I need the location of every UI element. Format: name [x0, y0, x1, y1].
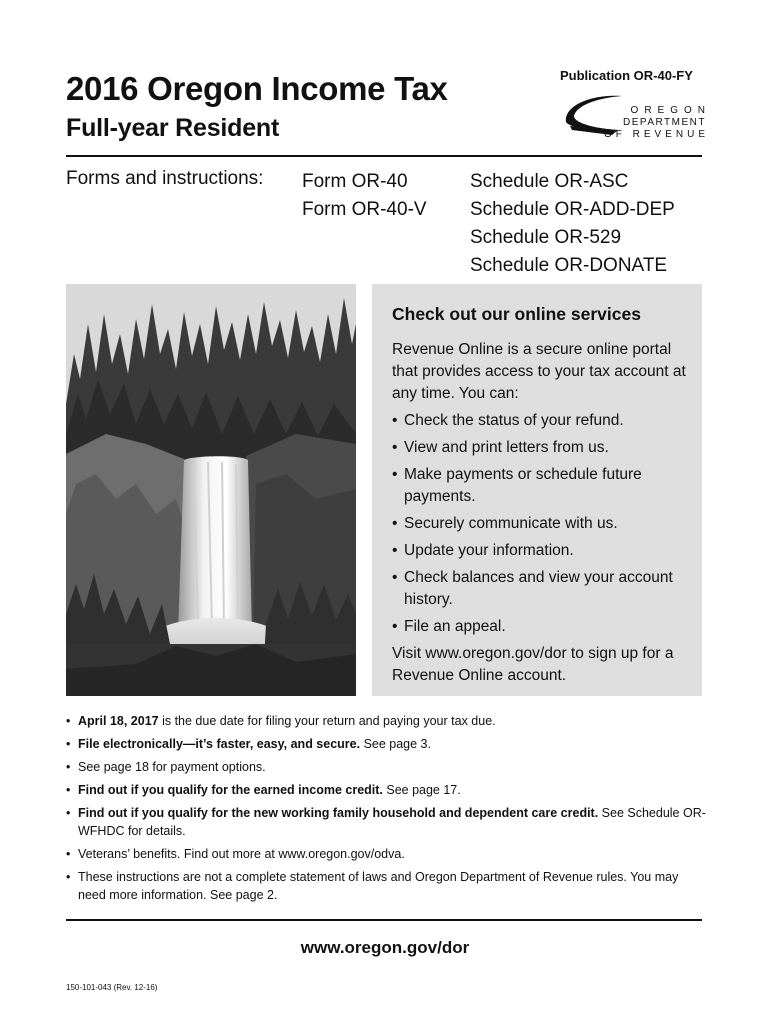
schedules-list	[470, 168, 675, 280]
list-item	[66, 712, 706, 730]
list-item: • Make payments or schedule future payments.	[392, 464, 690, 508]
schedule-item: Schedule OR-529	[470, 227, 622, 248]
form-item: Form OR-40	[302, 171, 408, 192]
list-item	[66, 758, 706, 776]
logo-text-of-revenue: OF REVENUE	[603, 129, 709, 140]
logo-text-department: DEPARTMENT	[623, 117, 706, 128]
list-item	[66, 804, 706, 840]
note-text: See page 18 for payment options.	[78, 760, 266, 774]
online-services-list	[392, 410, 690, 638]
note-emphasis: File electronically—it’s faster, easy, and secure.	[78, 737, 361, 751]
list-item: • File an appeal.	[392, 616, 690, 638]
list-item	[66, 868, 706, 904]
note-emphasis: Find out if you qualify for the earned income credit.	[78, 783, 383, 797]
note-text: is the due date for filing your return and paying your tax due.	[158, 714, 496, 728]
note-text: See page 3.	[360, 737, 431, 751]
list-item	[66, 735, 706, 753]
bottom-divider	[66, 919, 702, 921]
note-text: These instructions are not a complete statement of laws and Oregon Department of Revenue rules. You may need more information. See page 2.	[78, 870, 679, 902]
online-services-intro: Revenue Online is a secure online portal that provides access to your tax account at any time. You can:	[392, 341, 686, 402]
online-services-heading: Check out our online services	[392, 304, 641, 324]
list-item: • View and print letters from us.	[392, 437, 690, 459]
forms-list	[302, 168, 427, 224]
logo-text-oregon: OREGON	[630, 105, 711, 116]
forms-label: Forms and instructions:	[66, 168, 264, 189]
top-divider	[66, 155, 702, 157]
schedule-item: Schedule OR-ADD-DEP	[470, 199, 675, 220]
online-services-box	[372, 284, 702, 696]
note-emphasis: Find out if you qualify for the new working family household and dependent care credit.	[78, 806, 599, 820]
schedule-item: Schedule OR-ASC	[470, 171, 629, 192]
note-text: Veterans’ benefits. Find out more at www.oregon.gov/odva.	[78, 847, 405, 861]
list-item: • Securely communicate with us.	[392, 513, 690, 535]
oregon-dor-logo	[560, 88, 711, 140]
list-item	[66, 781, 706, 799]
note-text: See page 17.	[382, 783, 461, 797]
form-number: 150-101-043 (Rev. 12-16)	[66, 983, 158, 992]
online-services-signup: Visit www.oregon.gov/dor to sign up for a Revenue Online account.	[392, 645, 674, 684]
note-text: See Schedule OR-WFHDC for details.	[78, 806, 706, 838]
list-item	[66, 845, 706, 863]
schedule-item: Schedule OR-DONATE	[470, 255, 668, 276]
list-item: • Check the status of your refund.	[392, 410, 690, 432]
note-emphasis: April 18, 2017	[78, 714, 159, 728]
website-link[interactable]: www.oregon.gov/dor	[300, 938, 470, 957]
list-item: • Update your information.	[392, 540, 690, 562]
document-title: 2016 Oregon Income Tax	[66, 70, 448, 107]
list-item: • Check balances and view your account history.	[392, 567, 690, 611]
waterfall-photo	[66, 284, 356, 696]
document-subtitle: Full-year Resident	[66, 114, 280, 142]
key-notes-list	[66, 712, 706, 909]
publication-number: Publication OR-40-FY	[560, 68, 693, 83]
form-item: Form OR-40-V	[302, 199, 427, 220]
